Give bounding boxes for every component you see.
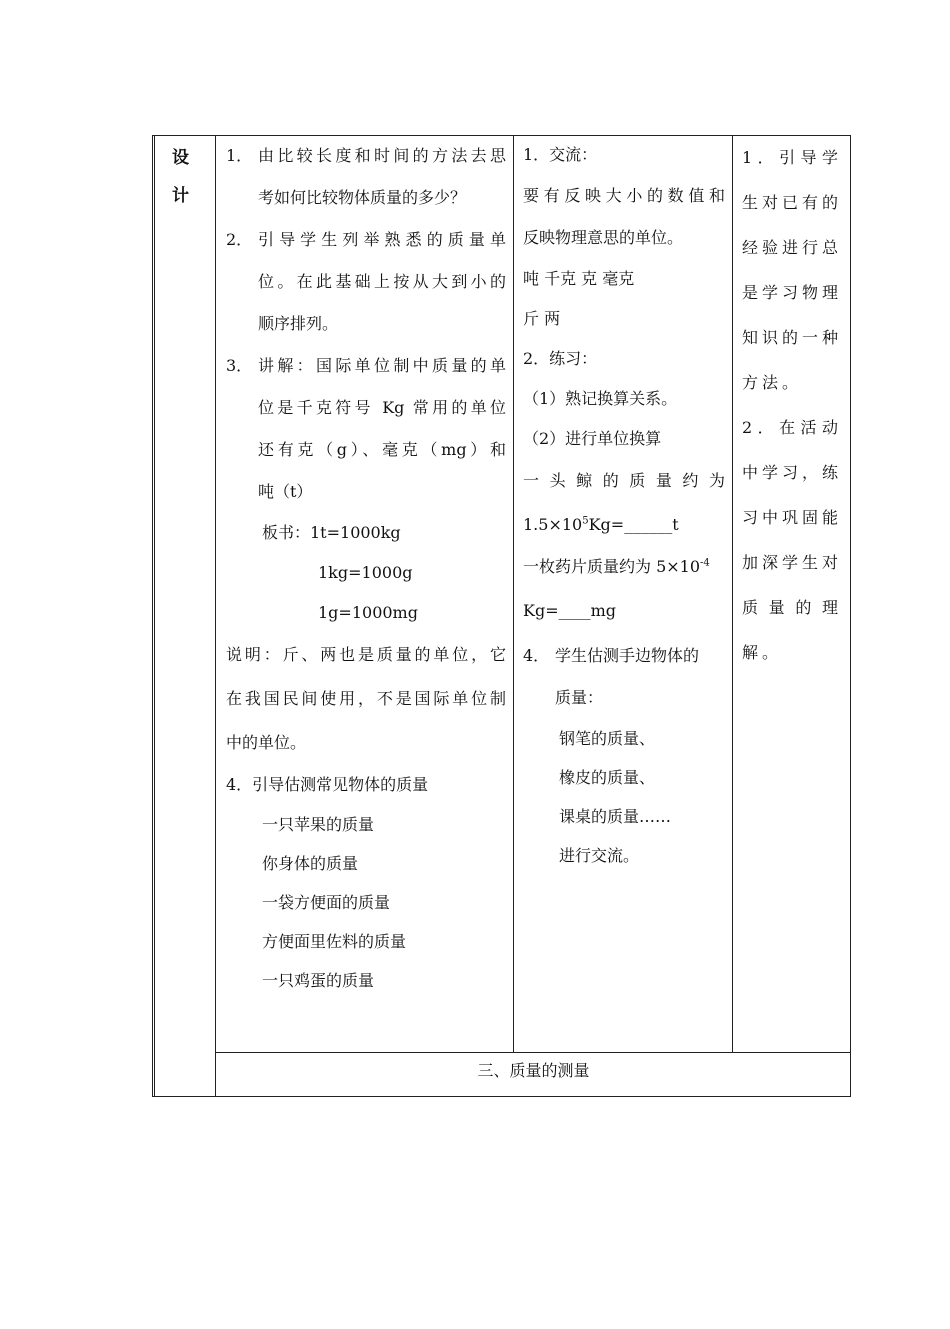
student-item-4: 4． 学生估测手边物体的 质量： xyxy=(523,646,700,707)
design-intent-cell: 1．引导学 生对已有的 经验进行总 是学习物理 知识的一种 方法。 2．在活动 中学习，练 习中巩固能 加深学生对 质量的理 解。 xyxy=(742,148,843,662)
student-estimation-list: 钢笔的质量、 橡皮的质量、 课桌的质量…… 进行交流。 xyxy=(559,729,672,865)
estimation-examples: 一只苹果的质量 你身体的质量 一袋方便面的质量 方便面里佐料的质量 一只鸡蛋的质量 xyxy=(262,815,407,990)
teacher-item-3: 3． 讲解：国际单位制中质量的单 位是千克符号 Kg 常用的单位 还有克（g）、毫克（mg）和 吨（t） xyxy=(226,356,506,501)
teacher-item-1: 1． 由比较长度和时间的方法去思 考如何比较物体质量的多少？ xyxy=(226,146,506,207)
lesson-table xyxy=(152,135,851,1097)
student-activity-cell: 1．交流： 要有反映大小的数值和 反映物理意思的单位。 吨 千克 克 毫克 斤 两 2．练习： （1）熟记换算关系。 （2）进行单位换算 一头鲸的质量约为 $1.5\times 10^5Kg=\_\_\_\_\_\_t$ 一枚药片质量约为 $5\times 10^{-4}$ Kg=____mg 4． 学生估测手边物体的 质量： 钢笔的质量、 橡皮的质量、 课桌的质量…… 进行交流。 xyxy=(523,135,725,875)
teacher-activity-cell xyxy=(226,135,506,1000)
section-heading-mass-measurement: 三、质量的测量 xyxy=(477,1061,590,1080)
explanation-note: 说明：斤、两也是质量的单位，它 在我国民间使用，不是国际单位制 中的单位。 xyxy=(226,645,506,752)
teacher-item-2: 2． 引导学生列举熟悉的质量单 位。在此基础上按从大到小的 顺序排列。 xyxy=(226,230,506,333)
whale-conversion: $1.5\times 10^5Kg=\_\_\_\_\_\_t$ xyxy=(523,515,679,534)
row-label: 设 计 xyxy=(172,148,189,206)
teacher-item-4: 4．引导估测常见物体的质量 xyxy=(226,775,429,794)
board-notes: 板书：1t=1000kg 1kg=1000g 1g=1000mg xyxy=(262,523,418,622)
pill-conversion: 一枚药片质量约为 $5\times 10^{-4}$ xyxy=(523,557,710,576)
